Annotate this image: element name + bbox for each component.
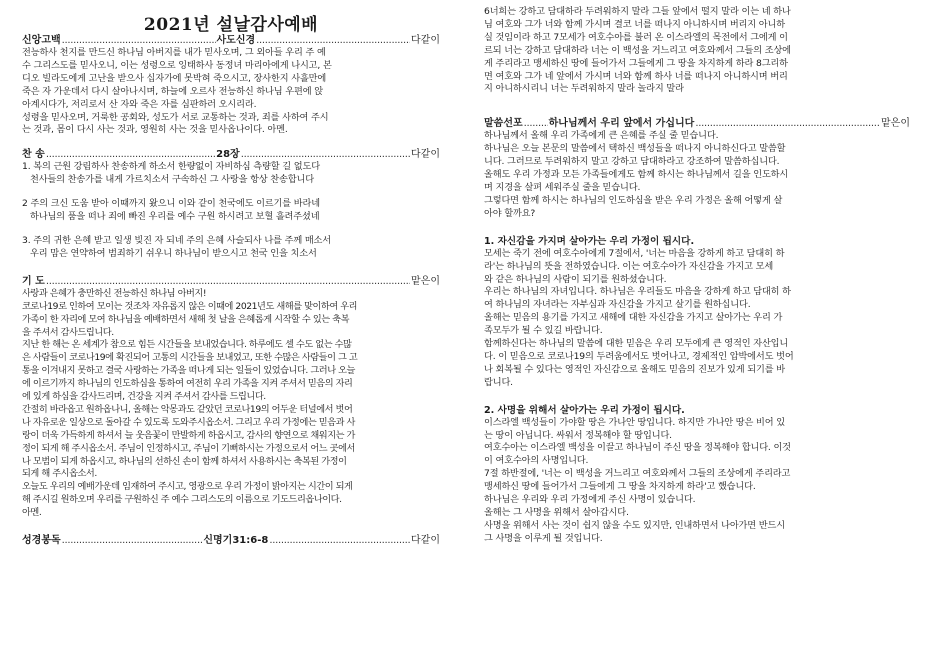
- prayer-text: [22, 288, 440, 520]
- left-column: [22, 0, 440, 547]
- text-line: 6너희는 강하고 담대하라 두려워하지 말라 그들 앞에서 떨지 말라 이는 네 하나: [484, 6, 791, 17]
- sermon-heading: [484, 117, 910, 130]
- reading-heading: [22, 534, 440, 547]
- text-line: 은 사람들이 코로나19에 확진되어 고통의 시간들을 보내었고, 또한 수많은 사람들이 그 고: [22, 352, 358, 364]
- text-line: 그 사명을 이루게 될 것입니다.: [484, 532, 603, 544]
- text-line: 모세는 죽기 전에 여호수아에게 7절에서, '너는 마음을 강하게 하고 담대히 하: [484, 247, 785, 259]
- hymn-leader: 다같이: [411, 149, 440, 161]
- text-line: 사랑과 은혜가 충만하신 전능하신 하나님 아버지!: [22, 287, 207, 299]
- text-line: 오늘도 우리의 예배가운데 임재하여 주시고, 영광으로 우리 가정이 밝아지는 시간이 되게: [22, 481, 353, 493]
- text-line: 실 것임이라 하고 7모세가 여호수아를 불러 온 이스라엘의 목전에서 그에게 이: [484, 31, 788, 43]
- sermon-leader: 맡은이: [881, 118, 910, 130]
- prayer-leader: 맡은이: [411, 275, 440, 287]
- text-line: 우리는 하나님의 자녀입니다. 하나님은 우리들도 마음을 강하게 하고 담대히 하: [484, 286, 791, 298]
- leader-dots: [241, 148, 410, 161]
- text-line: 면 여호와 그가 네 앞에서 가시며 너와 함께 하사 너를 떠나지 아니하시며 버리: [484, 70, 788, 82]
- text-line: 르되 너는 강하고 담대하라 너는 이 백성을 거느리고 여호와께서 그들의 조상에: [484, 44, 791, 56]
- text-line: 다. 이 믿음으로 코로나19의 두려움에서도 벗어나고, 경제적인 압박에서도 벗어: [484, 350, 794, 362]
- text-line: 지 아니하시리니 너는 두려워하지 말라 놀라지 말라: [484, 83, 684, 95]
- text-line: 이스라엘 백성들이 가야할 땅은 가나안 땅입니다. 하지만 가나안 땅은 비어 있: [484, 416, 785, 428]
- hymn-label: 찬 송: [22, 149, 45, 161]
- text-line: 올해는 믿음의 용기를 가지고 새해에 대한 자신감을 가지고 살아가는 우리 가: [484, 312, 783, 324]
- text-line: 니다. 그러므로 두려워하지 말고 강하고 담대하라고 강조하여 말씀하십니다.: [484, 156, 780, 168]
- text-line: 나 자유로운 일상으로 돌아갈 수 있도록 도와주시옵소서. 그리고 우리 가정에는 믿음과 사: [22, 416, 355, 428]
- hymn-verse: [22, 235, 440, 261]
- sermon-point-1-title: 1. 자신감을 가지며 살아가는 우리 가정이 됩시다.: [484, 235, 695, 247]
- creed-text: [22, 47, 440, 137]
- sermon-point-2-title: 2. 사명을 위해서 살아가는 우리 가정이 됩시다.: [484, 404, 685, 416]
- text-line: 아야 할까요?: [484, 207, 536, 219]
- text-line: 맹세하신 땅에 들어가서 그들에게 그 땅을 차지하게 하라'고 했습니다.: [484, 481, 756, 493]
- right-column: [484, 6, 910, 546]
- sermon-point-1-text: [484, 248, 910, 390]
- page-title: 2021년 설날감사예배: [143, 15, 319, 35]
- text-line: 는 땅이 아닙니다. 싸워서 정복해야 할 땅입니다.: [484, 429, 672, 441]
- sermon-intro: [484, 130, 910, 220]
- text-line: 여 하나님의 자녀라는 자부심과 자신감을 가지고 살기를 원하십니다.: [484, 299, 751, 311]
- reading-ref: 신명기31:6-8: [203, 535, 269, 547]
- text-line: 정이 되게 해 주시옵소서. 주님이 인정하시고, 주님이 기뻐하시는 가정으로서 어느 곳에서: [22, 442, 355, 454]
- hymn-verse: [22, 198, 440, 224]
- sermon-point-2-text: [484, 417, 910, 546]
- creed-heading: [22, 34, 440, 47]
- text-line: 올해는 그 사명을 위해서 살아갑시다.: [484, 507, 629, 518]
- text-line: 게 주리라고 맹세하신 땅에 들어가서 그들에게 그 땅을 차지하게 하라 8그리하: [484, 57, 788, 69]
- text-line: 을 주셔서 감사드립니다.: [22, 326, 114, 338]
- text-line: 간절히 바라옵고 원하옵나니, 올해는 악몽과도 같았던 코로나19의 어두운 터널에서 벗어: [22, 403, 353, 415]
- text-line: 랑이 더욱 가득하게 하셔서 늘 웃음꽃이 만발하게 하옵시고, 감사의 향연으로 채워지는 가: [22, 429, 355, 441]
- text-line: 이 여호수아의 사명입니다.: [484, 455, 589, 467]
- reading-leader: 다같이: [411, 535, 440, 547]
- text-line: 아계시다가, 저리로서 산 자와 죽은 자를 심판하러 오시리라.: [22, 98, 257, 110]
- text-line: 나 회복될 수 있다는 영적인 자신감으로 올해도 믿음의 진보가 있게 되기를 바: [484, 363, 785, 375]
- hymn-verse: [22, 161, 440, 187]
- leader-dots: [46, 275, 410, 288]
- leader-dots: [62, 534, 203, 547]
- text-line: 올해도 우리 가정과 모든 가족들에게도 함께 하시는 하나님께서 길을 인도하시: [484, 169, 789, 181]
- leader-dots: [46, 148, 215, 161]
- text-line: 2 주의 크신 도움 받아 이때까지 왔으니 이와 같이 천국에도 이르기를 바라네: [22, 198, 320, 210]
- text-line: 랍니다.: [484, 376, 513, 388]
- text-line: 해 주시길 원하오며 우리를 구원하신 주 예수 그리스도의 이름으로 기도드리옵나이다.: [22, 494, 342, 506]
- text-line: 되게 해 주시옵소서.: [22, 468, 97, 480]
- text-line: 나 모범이 되게 하옵시고, 하나님의 선하신 손이 함께 하셔서 사용하시는 축복된 가정이: [22, 455, 347, 467]
- text-line: 하나님은 오늘 본문의 말씀에서 택하신 백성들을 떠나지 아니하신다고 말씀할: [484, 143, 786, 155]
- text-line: 여호수아는 이스라엘 백성을 이끌고 하나님이 주신 땅을 정복해야 합니다. 이것: [484, 442, 791, 454]
- leader-dots: [695, 117, 880, 130]
- leader-dots: [524, 117, 548, 130]
- leader-dots: [256, 34, 410, 47]
- text-line: 아멘.: [22, 507, 42, 519]
- text-line: 와 같은 하나님의 사람이 되기를 원하셨습니다.: [484, 273, 667, 285]
- text-line: 통을 이겨내지 못하고 결국 사랑하는 가족을 떠나게 되는 일들이 있었습니다. 그러나 오늘: [22, 365, 355, 377]
- text-line: 라'는 하나님의 뜻을 전하였습니다. 이는 여호수아가 자신감을 가지고 모세: [484, 260, 774, 272]
- text-line: 그렇다면 함께 하시는 하나님의 인도하심을 받은 우리 가정은 올해 어떻게 살: [484, 194, 783, 206]
- text-line: 1. 복의 근원 강림하사 찬송하게 하소서 한량없이 자비하심 측량할 길 없도다: [22, 161, 320, 173]
- leader-dots: [269, 534, 410, 547]
- creed-leader: 다같이: [411, 35, 440, 46]
- text-line: 에 있게 하심을 감사드리며, 건강을 지켜 주셔서 감사를 드립니다.: [22, 391, 266, 403]
- text-line: 지난 한 해는 온 세계가 참으로 힘든 시간들을 보내었습니다. 하루에도 셀 수도 없는 수많: [22, 339, 352, 351]
- text-line: 죽은 자 가운데서 다시 살아나시며, 하늘에 오르사 전능하신 하나님 우편에 앉: [22, 85, 323, 97]
- text-line: 전능하사 천지를 만드신 하나님 아버지를 내가 믿사오며, 그 외아들 우리 주 예: [22, 47, 326, 58]
- text-line: 에 이르기까지 하나님의 인도하심을 통하여 여전히 우리 가족을 지켜 주셔서 믿음의 자리: [22, 378, 353, 390]
- text-line: 코로나19로 인하여 모이는 것조차 자유롭지 않은 이때에 2021년도 새해를 맞이하여 우리: [22, 300, 358, 312]
- text-line: 는 것과, 몸이 다시 사는 것과, 영원히 사는 것을 믿사옵나이다. 아멘.: [22, 124, 288, 136]
- text-line: 함께하신다는 하나님의 말씀에 대한 믿음은 우리 모두에게 큰 영적인 자산입니: [484, 338, 789, 350]
- text-line: 하나님은 우리와 우리 가정에게 주신 사명이 있습니다.: [484, 494, 696, 506]
- prayer-label: 기 도: [22, 275, 45, 287]
- text-line: 사명을 위해서 사는 것이 쉽지 않을 수도 있지만, 인내하면서 나아가면 반드시: [484, 519, 785, 531]
- text-line: 하나님께서 올해 우리 가족에게 큰 은혜를 주실 줄 믿습니다.: [484, 130, 719, 142]
- sermon-title: 하나님께서 우리 앞에서 가십니다: [548, 118, 695, 130]
- text-line: 우리 맘은 연약하여 범죄하기 쉬우니 하나님이 받으시고 천국 인을 치소서: [30, 247, 317, 259]
- creed-ref: 사도신경: [216, 35, 256, 46]
- text-line: 하나님의 품을 떠나 죄에 빠진 우리를 예수 구원 하시려고 보혈 흘려주셨네: [30, 211, 320, 223]
- hymn-heading: [22, 148, 440, 161]
- leader-dots: [62, 34, 216, 47]
- text-line: 디오 빌라도에게 고난을 받으사 십자가에 못박혀 죽으시고, 장사한지 사흘만에: [22, 72, 327, 84]
- scripture-text: [484, 6, 910, 96]
- prayer-heading: [22, 275, 440, 288]
- text-line: 7절 하반절에, '너는 이 백성을 거느리고 여호와께서 그들의 조상에게 주리라고: [484, 468, 791, 480]
- text-line: 족모두가 될 수 있길 바랍니다.: [484, 325, 603, 337]
- sermon-label: 말씀선포: [484, 118, 523, 130]
- hymn-ref: 28장: [216, 149, 240, 161]
- text-line: 수 그리스도를 믿사오니, 이는 성령으로 잉태하사 동정녀 마리아에게 나시고, 본: [22, 59, 332, 71]
- text-line: 님 여호와 그가 너와 함께 가시며 결코 너를 떠나지 아니하시며 버리지 아니하: [484, 18, 785, 30]
- text-line: 가족이 한 자리에 모여 하나님을 예배하면서 새해 첫 날을 은혜롭게 시작할 수 있는 축복: [22, 313, 349, 325]
- text-line: 3. 주의 귀한 은혜 받고 일생 빚진 자 되네 주의 은혜 사슬되사 나를 주께 매소서: [22, 234, 332, 246]
- text-line: 성령을 믿사오며, 거룩한 공회와, 성도가 서로 교통하는 것과, 죄를 사하여 주시: [22, 111, 329, 123]
- text-line: 천사들의 찬송가를 내게 가르치소서 구속하신 그 사랑을 항상 찬송합니다: [30, 174, 314, 186]
- text-line: 며 지경을 살펴 세워주실 줄을 믿습니다.: [484, 181, 641, 193]
- reading-label: 성경봉독: [22, 535, 61, 547]
- creed-label: 신앙고백: [22, 35, 61, 46]
